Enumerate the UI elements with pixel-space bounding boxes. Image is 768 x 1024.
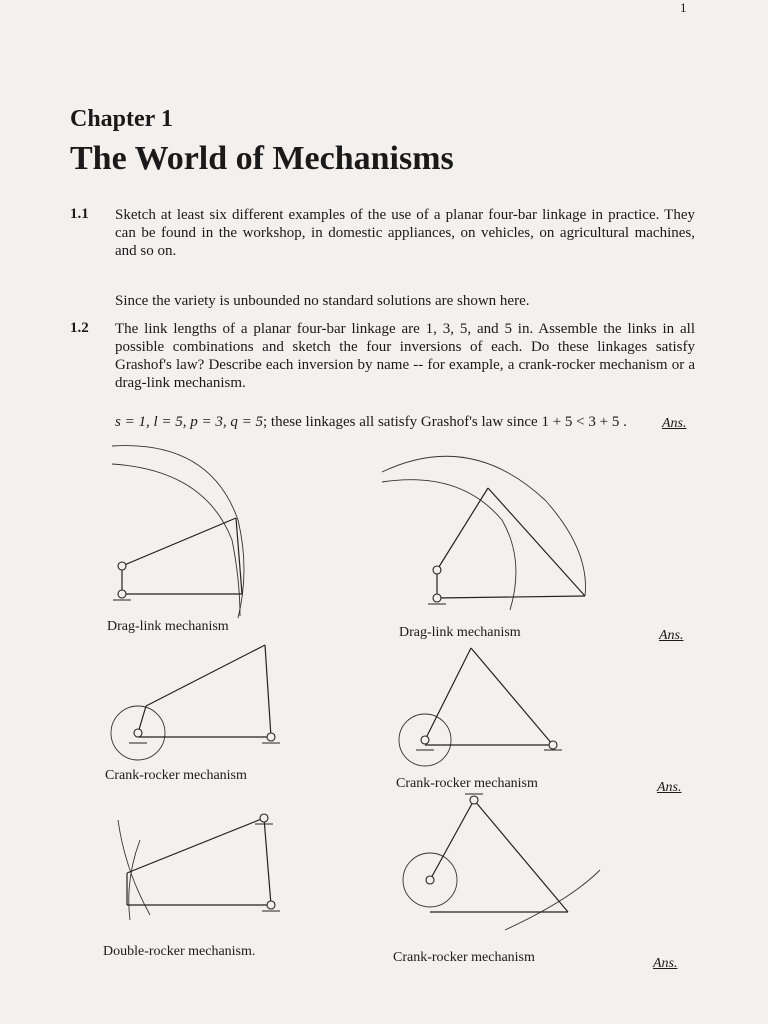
figure-crank-rocker-left	[111, 645, 280, 760]
ans-label: Ans.	[657, 780, 682, 795]
problem-statement: Sketch at least six different examples of the use of a planar four-bar linkage in practice. They can be found in the workshop, in domestic appliances, on vehicles, on agricultural machines, and so on.	[115, 207, 695, 259]
ans-label: Ans.	[653, 956, 678, 971]
figure-label: Double-rocker mechanism.	[103, 944, 256, 959]
figure-drag-link-right	[382, 456, 586, 610]
solution-prefix: s = 1, l = 5, p = 3, q = 5	[115, 414, 263, 430]
figure-label: Crank-rocker mechanism	[396, 776, 538, 791]
figure-drag-link-left	[112, 446, 244, 618]
figure-double-rocker	[118, 814, 280, 920]
chapter-title: The World of Mechanisms	[70, 140, 454, 177]
figure-label: Drag-link mechanism	[399, 625, 521, 640]
ans-label: Ans.	[662, 416, 687, 431]
figure-label: Crank-rocker mechanism	[393, 950, 535, 965]
problem-answer: Since the variety is unbounded no standard solutions are shown here.	[115, 293, 530, 309]
figure-label: Crank-rocker mechanism	[105, 768, 247, 783]
chapter-label: Chapter 1	[70, 106, 173, 132]
figure-crank-rocker-third	[403, 794, 600, 930]
figure-label: Drag-link mechanism	[107, 619, 229, 634]
solution-inequality: 1 + 5 < 3 + 5 .	[541, 414, 627, 430]
problem-number: 1.2	[70, 320, 89, 336]
page-number: 1	[680, 0, 687, 15]
ans-label: Ans.	[659, 628, 684, 643]
figure-crank-rocker-right	[399, 648, 562, 766]
solution-text: ; these linkages all satisfy Grashof's law since	[263, 414, 538, 430]
problem-statement: The link lengths of a planar four-bar linkage are 1, 3, 5, and 5 in. Assemble the links in all possible combinations and sketch the four inversions of each. Do these linkages satisfy Grashof's law? Describe each inversion by name -- for example, a crank-rocker mechanism or a drag-link mechanism.	[115, 321, 695, 391]
problem-number: 1.1	[70, 206, 89, 222]
